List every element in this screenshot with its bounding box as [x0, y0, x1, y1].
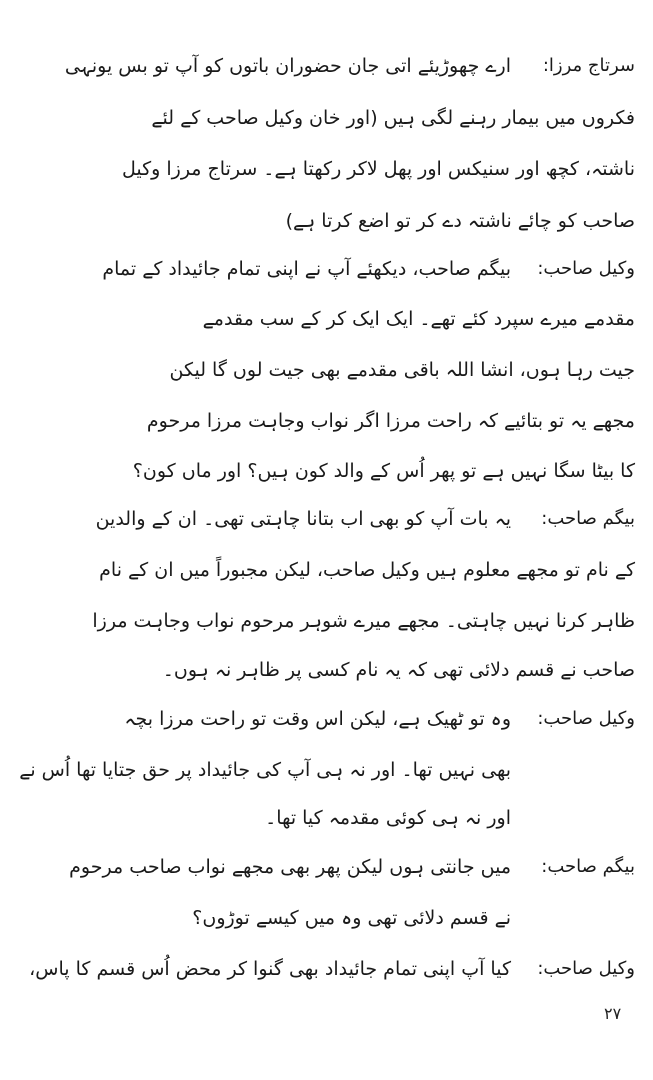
dialogue-line: جیت رہا ہوں، انشا اللہ باقی مقدمے بھی جیت لوں گا لیکن [169, 359, 635, 381]
speaker-label: سرتاج مرزا: [542, 55, 635, 76]
dialogue-line: فکروں میں بیمار رہنے لگی ہیں (اور خان وکیل صاحب کے لئے [151, 107, 635, 129]
speaker-label: وکیل صاحب: [537, 258, 635, 279]
page-number: ۲۷ [604, 1004, 622, 1023]
dialogue-line: بیگم صاحب، دیکھئے آپ نے اپنی تمام جائیداد کے تمام [102, 258, 511, 280]
dialogue-line: مجھے یہ تو بتائیے کہ راحت مرزا اگر نواب وجاہت مرزا مرحوم [146, 410, 635, 432]
speaker-label: وکیل صاحب: [537, 708, 635, 729]
dialogue-line: کا بیٹا سگا نہیں ہے تو پھر اُس کے والد کون ہیں؟ اور ماں کون؟ [132, 460, 635, 482]
dialogue-line: بھی نہیں تھا۔ اور نہ ہی آپ کی جائیداد پر حق جتایا تھا اُس نے [19, 759, 511, 781]
dialogue-line: ارے چھوڑیئے اتی جان حضوران باتوں کو آپ تو بس یونہی [64, 55, 511, 77]
dialogue-line: یہ بات آپ کو بھی اب بتانا چاہتی تھی۔ ان کے والدین [95, 508, 511, 530]
dialogue-line: کے نام تو مجھے معلوم ہیں وکیل صاحب، لیکن مجبوراً میں ان کے نام [99, 559, 635, 581]
dialogue-line: ناشتہ، کچھ اور سنیکس اور پھل لاکر رکھتا ہے۔ سرتاج مرزا وکیل [121, 158, 635, 180]
speaker-label: وکیل صاحب: [537, 958, 635, 979]
dialogue-line: صاحب نے قسم دلائی تھی کہ یہ نام کسی پر ظاہر نہ ہوں۔ [162, 659, 635, 681]
dialogue-line: وہ تو ٹھیک ہے، لیکن اس وقت تو راحت مرزا بچہ [124, 708, 511, 730]
dialogue-line: اور نہ ہی کوئی مقدمہ کیا تھا۔ [265, 807, 511, 829]
dialogue-line: صاحب کو چائے ناشتہ دے کر تو اضع کرتا ہے) [285, 210, 635, 232]
dialogue-line: مقدمے میرے سپرد کئے تھے۔ ایک ایک کر کے سب مقدمے [202, 308, 635, 330]
dialogue-line: میں جانتی ہوں لیکن پھر بھی مجھے نواب صاحب مرحوم [69, 856, 511, 878]
dialogue-line: نے قسم دلائی تھی وہ میں کیسے توڑوں؟ [192, 907, 511, 929]
speaker-label: بیگم صاحب: [541, 508, 635, 529]
dialogue-line: کیا آپ اپنی تمام جائیداد بھی گنوا کر محض اُس قسم کا پاس، [29, 958, 511, 980]
speaker-label: بیگم صاحب: [541, 856, 635, 877]
dialogue-line: ظاہر کرنا نہیں چاہتی۔ مجھے میرے شوہر مرحوم نواب وجاہت مرزا [92, 610, 635, 632]
